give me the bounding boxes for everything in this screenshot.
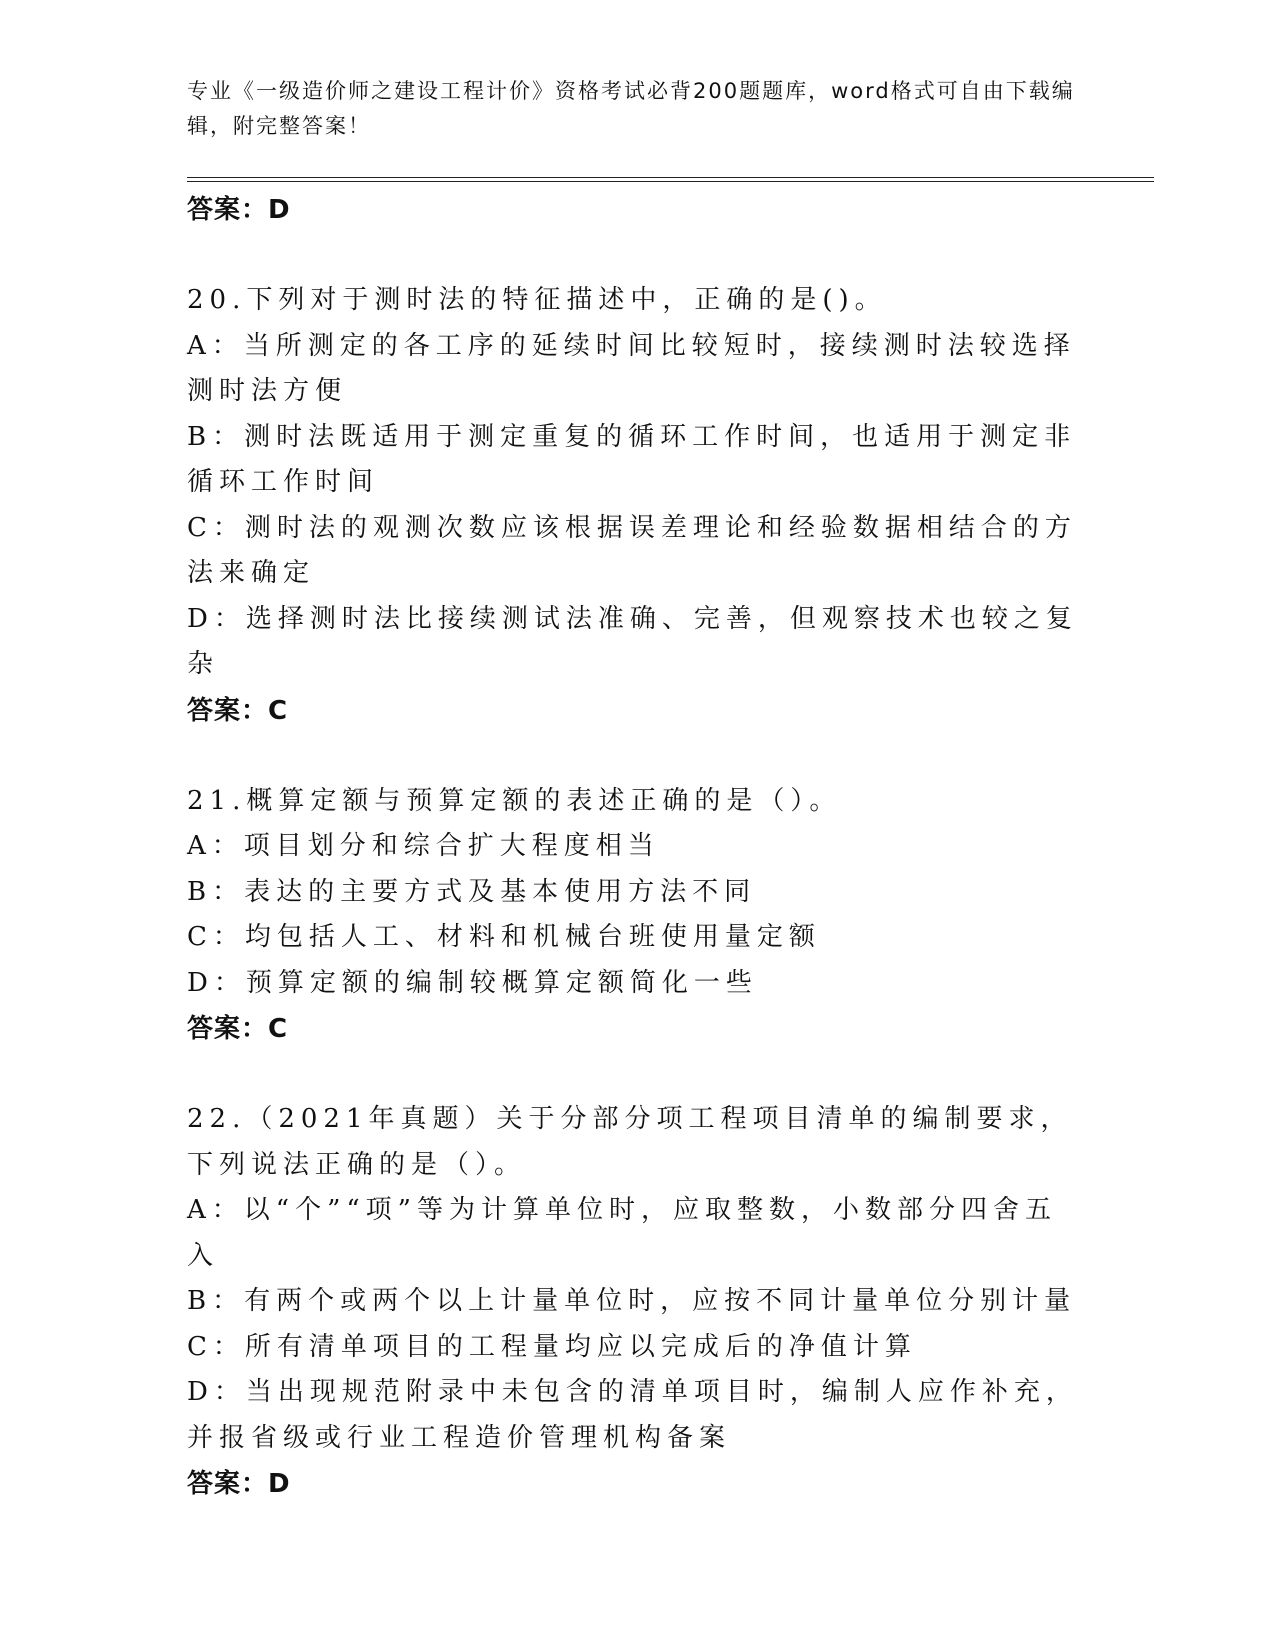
option-b: B：有两个或两个以上计量单位时，应按不同计量单位分别计量 [187, 1286, 1077, 1316]
option-c: C：测时法的观测次数应该根据误差理论和经验数据相结合的方法来确定 [187, 512, 1077, 588]
spacer [187, 233, 1087, 278]
option-a: A：当所测定的各工序的延续时间比较短时，接续测时法较选择测时法方便 [187, 330, 1076, 406]
option-c: C：所有清单项目的工程量均应以完成后的净值计算 [187, 1331, 917, 1362]
question-content [187, 187, 1087, 1507]
spacer [187, 734, 1087, 779]
question-stem: 20.下列对于测时法的特征描述中，正确的是()。 [187, 285, 887, 315]
option-c: C：均包括人工、材料和机械台班使用量定额 [187, 922, 821, 952]
question-21 [187, 779, 1087, 1053]
page-header: 专业《一级造价师之建设工程计价》资格考试必背200题题库，word格式可自由下载编辑，附完整答案！ [187, 79, 1075, 138]
answer-20: 答案：C [187, 695, 289, 726]
answer-21: 答案：C [187, 1014, 289, 1044]
option-b: B：表达的主要方式及基本使用方法不同 [187, 876, 757, 907]
spacer [187, 1052, 1087, 1097]
header-rule [187, 177, 1154, 182]
option-a: A：项目划分和综合扩大程度相当 [187, 831, 660, 861]
answer-22: 答案：D [187, 1469, 291, 1499]
answer-19: 答案：D [187, 195, 291, 225]
option-d: D：预算定额的编制较概算定额简化一些 [187, 967, 758, 998]
question-22 [187, 1097, 1087, 1507]
option-d: D：选择测时法比接续测试法准确、完善，但观察技术也较之复杂 [187, 603, 1078, 679]
option-a: A：以“个”“项”等为计算单位时，应取整数，小数部分四舍五入 [187, 1195, 1057, 1271]
question-stem: 22.（2021年真题）关于分部分项工程项目清单的编制要求，下列说法正确的是（）。 [187, 1104, 1073, 1180]
question-stem: 21.概算定额与预算定额的表述正确的是（）。 [187, 785, 842, 816]
option-d: D：当出现规范附录中未包含的清单项目时，编制人应作补充，并报省级或行业工程造价管理机构备案 [187, 1377, 1078, 1453]
option-b: B：测时法既适用于测定重复的循环工作时间，也适用于测定非循环工作时间 [187, 421, 1077, 497]
question-20 [187, 278, 1087, 734]
